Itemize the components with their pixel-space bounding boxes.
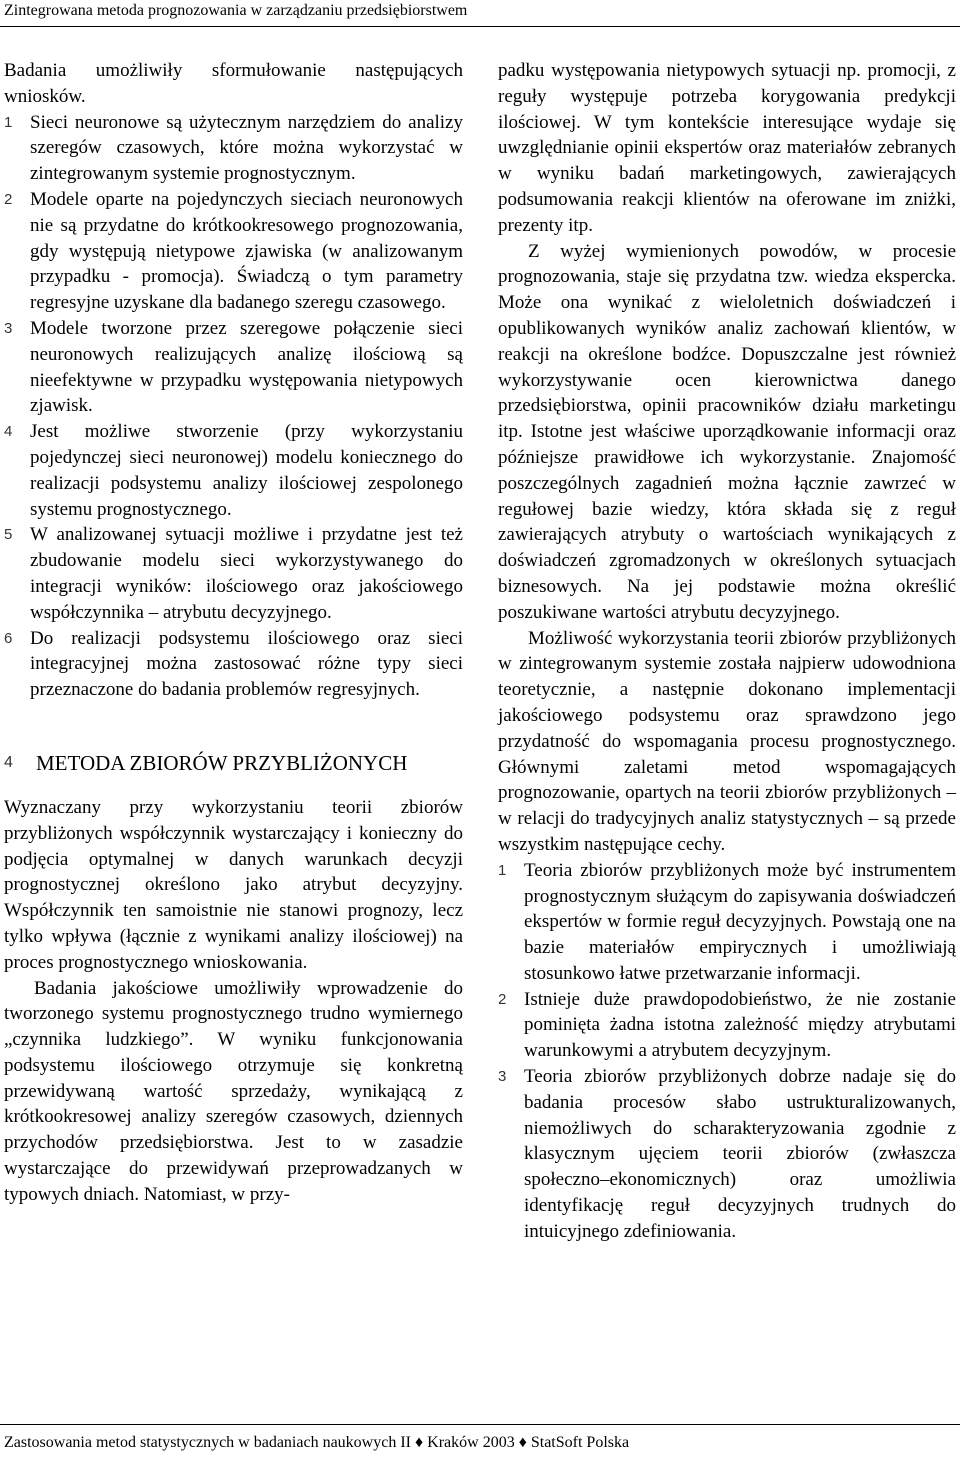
conclusion-item-5 bbox=[4, 522, 463, 625]
feature-item-2 bbox=[498, 987, 956, 1064]
section-number: 4 bbox=[4, 753, 13, 771]
conclusion-item-6 bbox=[4, 626, 463, 703]
feature-number: 1 bbox=[498, 861, 507, 879]
feature-item-3 bbox=[498, 1064, 956, 1245]
conclusion-text: Do realizacji podsystemu ilościowego oraz sieci integracyjnej można zastosować różne typy sieci przeznaczone do badania problemów regresyjnych. bbox=[30, 627, 463, 701]
conclusions-intro: Badania umożliwiły sformułowanie następujących wniosków. bbox=[4, 60, 463, 107]
conclusion-number: 3 bbox=[4, 319, 13, 337]
feature-text: Istnieje duże prawdopodobieństwo, że nie zostanie pominięta żadna istotna zależność między atrybutami warunkowymi a atrybutem decyzyjnym. bbox=[524, 988, 956, 1062]
feature-text: Teoria zbiorów przybliżonych może być instrumentem prognostycznym służącym do zapisywania doświadczeń ekspertów w formie reguł decyzyjnych. Powstają one na bazie materiałów empirycznych i umożliwiają stosunkowo łatwe przetwarzanie informacji. bbox=[524, 859, 956, 984]
conclusion-number: 4 bbox=[4, 423, 13, 441]
conclusion-number: 1 bbox=[4, 113, 13, 131]
feature-item-1 bbox=[498, 858, 956, 987]
section-title: METODA ZBIORÓW PRZYBLIŻONYCH bbox=[36, 750, 408, 775]
paragraph: Możliwość wykorzystania teorii zbiorów przybliżonych w zintegrowanym systemie została najpierw udowodniona teoretycznie, a następnie dokonano implementacji jakościowego podsystemu oraz sprawdzono jego przydatność do wspomagania procesu prognostycznego. Głównymi zaletami metod wspomagających prognozowanie, opartych na teorii zbiorów przybliżonych – w relacji do tradycyjnych analiz statystycznych – są przede wszystkim następujące cechy. bbox=[498, 627, 956, 855]
conclusion-item-2 bbox=[4, 187, 463, 316]
feature-text: Teoria zbiorów przybliżonych dobrze nadaje się do badania procesów słabo ustrukturalizowanych, niemożliwych do scharakteryzowania zgodnie z klasycznym ujęciem teorii zbiorów (zwłaszcza społeczno–ekonomicznych) oraz umożliwia identyfikację reguł decyzyjnych trudnych do intuicyjnego zdefiniowania. bbox=[524, 1066, 956, 1242]
paragraph: Z wyżej wymienionych powodów, w procesie prognozowania, staje się przydatna tzw. wiedza ekspercka. Może ona wynikać z wieloletnich doświadczeń i opublikowanych wyników analiz zachowań klientów, w reakcji na określone bodźce. Dopuszczalne jest również wykorzystywanie ocen kierownictwa danego przedsiębiorstwa, opinii pracowników działu marketingu itp. Istotne jest właściwe uporządkowanie informacji oraz późniejsze prawidłowe ich wykorzystanie. Znajomość poszczególnych zagadnień można łącznie zawrzeć w regułowej bazie wiedzy, która składa się z reguł zawierających atrybuty o wartościach wynikających z doświadczeń zgromadzonych w określonych sytuacjach biznesowych. Na jej podstawie można określić poszukiwane wartości atrybutu decyzyjnego. bbox=[498, 240, 956, 623]
conclusion-number: 6 bbox=[4, 629, 13, 647]
paragraph: Wyznaczany przy wykorzystaniu teorii zbiorów przybliżonych współczynnik wystarczający i konieczny do podjęcia optymalnej w danych warunkach decyzji prognostycznej określono jako atrybut decyzyjny. Współczynnik ten samoistnie nie stanowi prognozy, lecz tylko wpływa (łącznie z wynikami analizy ilościowej) na proces prognostycznego wnioskowania. bbox=[4, 796, 463, 973]
right-column bbox=[498, 58, 956, 1245]
conclusion-text: Modele oparte na pojedynczych sieciach neuronowych nie są przydatne do krótkookresowego prognozowania, gdy występują nietypowe zjawiska (w analizowanym przypadku - promocja). Świadczą o tym parametry regresyjne uzyskane dla badanego szeregu czasowego. bbox=[30, 188, 463, 314]
paragraph: padku występowania nietypowych sytuacji np. promocji, z reguły występuje potrzeba korygowania predykcji ilościowej. W tym kontekście interesujące wydaje się uwzględnianie opinii ekspertów oraz materiałów zebranych w wyniku badań marketingowych, zawierających podsumowania reakcji klientów na oferowane im zniżki, prezenty itp. bbox=[498, 60, 956, 236]
conclusion-item-4 bbox=[4, 419, 463, 522]
feature-number: 2 bbox=[498, 990, 507, 1008]
header-rule bbox=[0, 26, 960, 27]
conclusion-number: 5 bbox=[4, 526, 13, 544]
conclusion-item-1 bbox=[4, 110, 463, 187]
running-header: Zintegrowana metoda prognozowania w zarządzaniu przedsiębiorstwem bbox=[4, 2, 468, 19]
conclusion-number: 2 bbox=[4, 190, 13, 208]
running-footer: Zastosowania metod statystycznych w badaniach naukowych II ♦ Kraków 2003 ♦ StatSoft Polska bbox=[4, 1434, 630, 1451]
conclusion-item-3 bbox=[4, 316, 463, 419]
footer-rule bbox=[0, 1424, 960, 1425]
left-column bbox=[4, 58, 463, 1208]
section-heading bbox=[4, 749, 463, 777]
paragraph: Badania jakościowe umożliwiły wprowadzenie do tworzonego systemu prognostycznego trudno wymiernego „czynnika ludzkiego”. W wyniku funkcjonowania podsystemu ilościowego otrzymuje się konkretną przewidywaną wartość sprzedaży, wynikającą z krótkookresowej analizy szeregów czasowych, dziennych przychodów przedsiębiorstwa. Jest to w zasadzie wystarczające do przewidywań przeprowadzanych w typowych dniach. Natomiast, w przy- bbox=[4, 977, 463, 1205]
conclusion-text: Sieci neuronowe są użytecznym narzędziem do analizy szeregów czasowych, które można wykorzystać w zintegrowanym systemie prognostycznym. bbox=[30, 111, 463, 185]
feature-number: 3 bbox=[498, 1068, 507, 1086]
conclusion-text: Jest możliwe stworzenie (przy wykorzystaniu pojedynczej sieci neuronowej) modelu koniecznego do realizacji podsystemu analizy ilościowej zespolonego systemu prognostycznego. bbox=[30, 421, 463, 520]
conclusion-text: Modele tworzone przez szeregowe połączenie sieci neuronowych realizujących analizę ilościową są nieefektywne w przypadku występowania nietypowych zjawisk. bbox=[30, 317, 463, 417]
conclusion-text: W analizowanej sytuacji możliwe i przydatne jest też zbudowanie modelu sieci wykorzystywanego do integracji wyników: ilościowego oraz jakościowego współczynnika – atrybutu decyzyjnego. bbox=[30, 524, 463, 623]
